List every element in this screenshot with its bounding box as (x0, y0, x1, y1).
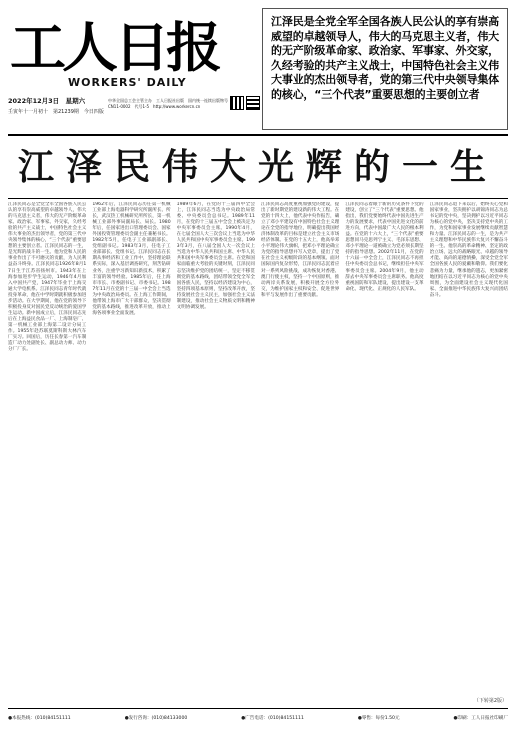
footer-item: ●本报热线：(010)84151111 (8, 716, 71, 721)
newspaper-logo: 工人日报 (10, 16, 218, 80)
column-text: 1989年6月，在党的十三届四中全会上，江泽民同志当选为中央政治局常委、中央委员会总书记。1989年11月，在党的十三届五中全会上被决定为中央军事委员会主席。1990年4月，在七届全国人大三次会议上当选为中华人民共和国中央军事委员会主席。1993年3月，在八届全国人大一次会议上当选为中华人民共和国主席、中华人民共和国中央军事委员会主席。在党和国家面临重大考验的关键时刻，江泽民同志坚决维护党的团结统一，坚定不移贯彻党的基本路线，团结带领全党全军全国各族人民，坚持以经济建设为中心，坚持四项基本原则，坚持改革开放，坚持发展社会主义民主，加强社会主义法制建设，推动社会主义物质文明和精神文明协调发展。 (176, 202, 255, 310)
newspaper-logo-english: WORKERS' DAILY (68, 76, 187, 89)
column-text: 江泽民同志着眼于新的历史条件下党的建设，创立了“三个代表”重要思想。他指出，我们党要始终代表中国先进生产力的发展要求，代表中国先进文化的前进方向，代表中国最广大人民的根本利益。在党的十六大上，“三个代表”重要思想同马克思列宁主义、毛泽东思想、邓小平理论一道被确立为党必须长期坚持的指导思想。2002年11月，在党的十六届一中全会上，江泽民同志不再担任中央委员会总书记，继续担任中央军事委员会主席。2004年9月，他主动辞去中央军事委员会主席职务。他高度重视国防和军队建设，提出建设一支革命化、现代化、正规化的人民军队。 (345, 202, 424, 292)
column-text: 江泽民同志是全党全军全国各族人民公认的享有崇高威望的卓越领导人，伟大的马克思主义者，伟大的无产阶级革命家、政治家、军事家、外交家，久经考验的共产主义战士，中国特色社会主义伟大事业的杰出领导者，党的第三代中央领导集体的核心，“三个代表”重要思想的主要创立者。江泽民同志的一生，是光辉的战斗的一生。他为党和人民的事业作出了不可磨灭的贡献，为人民利益奋斗终身。江泽民同志1926年8月17日生于江苏省扬州市。1943年在上海参加进步学生运动，1946年4月加入中国共产党，1947年毕业于上海交通大学电机系。江泽民同志青年时代就投身革命，他在中学时期就积极参加进步活动。在大学期间，他在党的领导下积极投身反对国民党反动统治的爱国学生运动。新中国成立后，江泽民同志先后在上海益民食品一厂、上海制皂厂、第一机械工业部上海第二设计分局工作。1955年赴苏联莫斯科斯大林汽车厂实习。回国后，历任长春第一汽车制造厂动力处副处长、副总动力师、动力分厂厂长。 (8, 202, 87, 353)
main-title: 江泽民伟大光辉的一生 (17, 147, 498, 188)
column-text: 江泽民同志退下来以后，始终关心党和国家事业，坚决拥护以胡锦涛同志为总书记的党中央，坚决拥护以习近平同志为核心的党中央，坚决支持党中央的工作，为党和国家事业发展继续贡献智慧和力量。江泽民同志的一生，是为共产主义理想和中华民族伟大复兴不懈奋斗的一生。他崇高的革命精神、坚定的政治立场、远大的战略眼光、卓越的领导才能、高尚的道德情操，深受全党全军全国各族人民的爱戴和敬仰。我们要化悲痛为力量，继承他的遗志，更加紧密地团结在以习近平同志为核心的党中央周围，为全面建设社会主义现代化国家、全面推进中华民族伟大复兴而团结奋斗。 (429, 202, 508, 298)
masthead (8, 8, 258, 128)
article-body (8, 202, 508, 694)
continued-note: （下转第2版） (473, 698, 507, 704)
headline-box (262, 8, 508, 130)
article-column (345, 202, 423, 694)
publisher-info: 中华全国总工会主管主办 工人日报社出版 国内统一连续出版物号CN11-0002 代号1-5 http://www.workercn.cn (108, 98, 228, 109)
footer (8, 712, 508, 724)
footer-item: ●发行咨询：(010)84133000 (124, 716, 188, 721)
masthead-divider (8, 134, 508, 136)
column-text: 江泽民同志高度重视加强党的建设，提出了新时期党的建设新的伟大工程。在党的十四大上，他代表中央作报告，确立了邓小平建设有中国特色社会主义理论在全党的指导地位，明确提出我国经济体制改革的目标是建立社会主义市场经济体制。在党的十五大上，他高举邓小平理论伟大旗帜，把邓小平理论确立为党的指导思想并写入党章，提出了党在社会主义初级阶段的基本纲领。面对国际国内复杂形势，江泽民同志沉着应对一系列风险挑战，成功恢复对香港、澳门行使主权，坚持一个中国原则，推动两岸关系发展，积极开展全方位外交，为维护国家主权和安全、促进世界和平与发展作出了重要贡献。 (260, 202, 340, 298)
footer-item: ●广告电话：(010)84151111 (241, 716, 304, 721)
article-column (8, 202, 86, 694)
article-column (261, 202, 339, 694)
article-column (177, 202, 255, 694)
article-column (92, 202, 170, 694)
title-divider (8, 198, 508, 199)
qr-code-icon (230, 96, 244, 110)
headline-text: 江泽民是全党全军全国各族人民公认的享有崇高威望的卓越领导人，伟大的马克思主义者，伟大的无产阶级革命家、政治家、军事家、外交家，久经考验的共产主义战士，中国特色社会主义伟大事业的杰出领导者，党的第三代中央领导集体的核心，“三个代表”重要思想的主要创立者 (271, 15, 499, 101)
column-text: 1962年后，江泽民同志历任第一机械工业部上海电器科学研究所副所长、所长，武汉热工机械研究所所长，第一机械工业部外事局副局长、局长。1980年后，任国家进出口管理委员会、国家外国投资管理委员会副主任兼秘书长。1982年5月，任电子工业部副部长、党组副书记。1983年3月，任电子工业部部长、党组书记。江泽民同志在长期从事经济和工业工作中，坚持理论联系实际，深入基层调查研究，刻苦钻研业务，注重学习新知识新技术，积累了丰富的领导经验。1985年后，任上海市市长、市委副书记、市委书记。1987年11月在党的十三届一中全会上当选为中央政治局委员。在上海工作期间，他带领上海市广大干部群众，坚决贯彻党的基本路线，推进改革开放，推动上海各项事业全面发展。 (92, 202, 171, 316)
footer-divider (8, 708, 508, 709)
footer-item: ●零售：每份1.50元 (357, 716, 400, 721)
article-column (430, 202, 508, 694)
issue-lunar-number: 壬寅年十一月初十 第21239期 今日四版 (8, 109, 104, 115)
footer-item: ●印刷：工人日报社印刷厂 (453, 716, 508, 721)
qr-code-icon (246, 96, 260, 110)
issue-date: 2022年12月3日 星期六 (8, 97, 86, 105)
